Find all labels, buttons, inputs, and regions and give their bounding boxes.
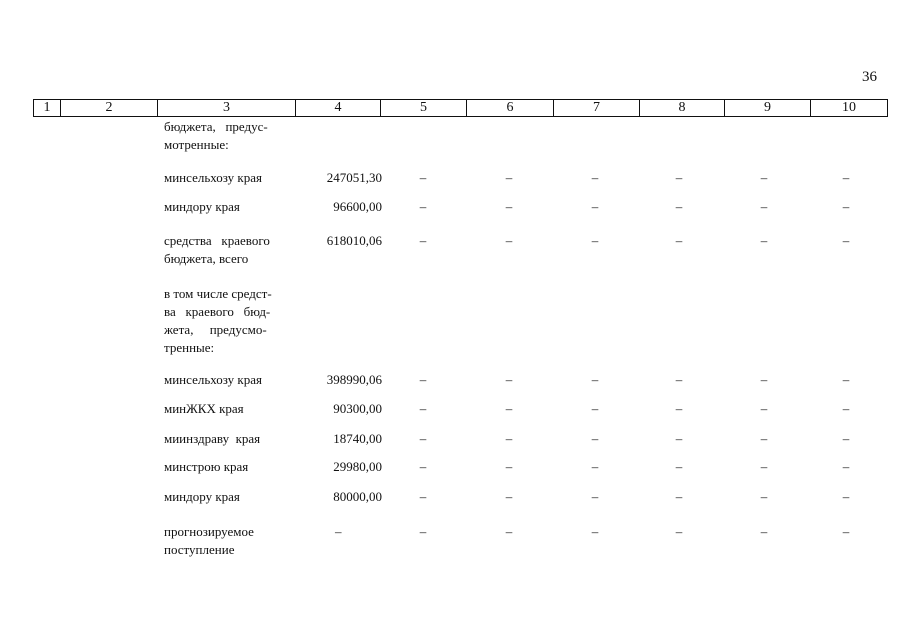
label-line: бюджета, всего	[164, 251, 249, 266]
dash-col-5: –	[419, 431, 427, 446]
label-line: средства краевого	[164, 233, 270, 248]
dash-col-9: –	[760, 372, 768, 387]
page-number: 36	[862, 69, 877, 85]
dash-col-10: –	[842, 524, 850, 539]
row-label: миндору края	[164, 489, 240, 504]
dash-col-5: –	[419, 489, 427, 504]
dash-col-7: –	[591, 489, 599, 504]
row-label: минЖКХ края	[164, 401, 244, 416]
row-label: миинздраву края	[164, 431, 261, 446]
dash-col-10: –	[842, 372, 850, 387]
dash-col-5: –	[419, 170, 427, 185]
row-label	[164, 118, 284, 154]
amount-value: 398990,06	[326, 372, 382, 387]
label-line: прогнозируемое	[164, 524, 254, 539]
col-number-3: 3	[158, 100, 296, 117]
col-number-5: 5	[381, 100, 467, 117]
row-label	[164, 523, 291, 559]
dash-col-6: –	[505, 524, 513, 539]
dash-col-5: –	[419, 372, 427, 387]
dash-col-6: –	[505, 459, 513, 474]
row-label: минсельхозу края	[164, 170, 262, 185]
col-number-8: 8	[640, 100, 725, 117]
dash-col-6: –	[505, 431, 513, 446]
amount-value: 80000,00	[333, 489, 382, 504]
dash-col-7: –	[591, 524, 599, 539]
col-number-2: 2	[61, 100, 158, 117]
dash-col-10: –	[842, 233, 850, 248]
dash-col-5: –	[419, 401, 427, 416]
dash-col-9: –	[760, 459, 768, 474]
amount-value: 618010,06	[326, 233, 382, 248]
dash-col-10: –	[842, 199, 850, 214]
label-line: поступление	[164, 542, 235, 557]
label-line: тренные:	[164, 340, 215, 355]
dash-col-10: –	[842, 170, 850, 185]
dash-col-8: –	[675, 372, 683, 387]
col-number-4: 4	[296, 100, 381, 117]
row-label: минсельхозу края	[164, 372, 262, 387]
label-line: жета, предусмо-	[164, 322, 267, 337]
amount-value: 96600,00	[333, 199, 382, 214]
dash-col-10: –	[842, 489, 850, 504]
dash-col-9: –	[760, 199, 768, 214]
dash-col-6: –	[505, 233, 513, 248]
amount-value: 90300,00	[333, 401, 382, 416]
dash-col-8: –	[675, 524, 683, 539]
dash-col-5: –	[419, 233, 427, 248]
dash-col-6: –	[505, 489, 513, 504]
col-number-9: 9	[725, 100, 811, 117]
dash-col-9: –	[760, 233, 768, 248]
dash-col-6: –	[505, 199, 513, 214]
dash-col-5: –	[419, 199, 427, 214]
dash-col-7: –	[591, 170, 599, 185]
dash-col-8: –	[675, 431, 683, 446]
label-line: мотренные:	[164, 137, 229, 152]
dash-col-7: –	[591, 233, 599, 248]
row-label	[164, 285, 291, 357]
dash-col-8: –	[675, 489, 683, 504]
dash-col-8: –	[675, 233, 683, 248]
dash-col-7: –	[591, 459, 599, 474]
dash-col-8: –	[675, 401, 683, 416]
row-label	[164, 232, 291, 268]
amount-value: 29980,00	[333, 459, 382, 474]
dash-col-7: –	[591, 431, 599, 446]
dash-col-10: –	[842, 431, 850, 446]
dash-col-9: –	[760, 431, 768, 446]
col-number-6: 6	[467, 100, 554, 117]
dash-col-6: –	[505, 401, 513, 416]
row-label: миндору края	[164, 199, 240, 214]
dash-col-9: –	[760, 401, 768, 416]
dash-col-7: –	[591, 199, 599, 214]
label-line: в том числе средст-	[164, 286, 272, 301]
dash-col-9: –	[760, 170, 768, 185]
amount-value: 247051,30	[326, 170, 382, 185]
amount-value: 18740,00	[333, 431, 382, 446]
dash-col-8: –	[675, 459, 683, 474]
label-line: ва краевого бюд-	[164, 304, 271, 319]
dash-col-9: –	[760, 524, 768, 539]
row-label: минстрою края	[164, 459, 249, 474]
dash-col-5: –	[419, 459, 427, 474]
dash-col-5: –	[419, 524, 427, 539]
dash-col-8: –	[675, 170, 683, 185]
dash-col-7: –	[591, 372, 599, 387]
col-number-1: 1	[34, 100, 61, 117]
col-number-7: 7	[554, 100, 640, 117]
dash-col-6: –	[505, 170, 513, 185]
col-number-10: 10	[811, 100, 888, 117]
dash-col-10: –	[842, 401, 850, 416]
label-line: бюджета, предус-	[164, 119, 268, 134]
dash-col-9: –	[760, 489, 768, 504]
dash-col-7: –	[591, 401, 599, 416]
column-number-header	[33, 99, 888, 117]
amount-value: –	[335, 524, 342, 539]
dash-col-6: –	[505, 372, 513, 387]
dash-col-8: –	[675, 199, 683, 214]
dash-col-10: –	[842, 459, 850, 474]
